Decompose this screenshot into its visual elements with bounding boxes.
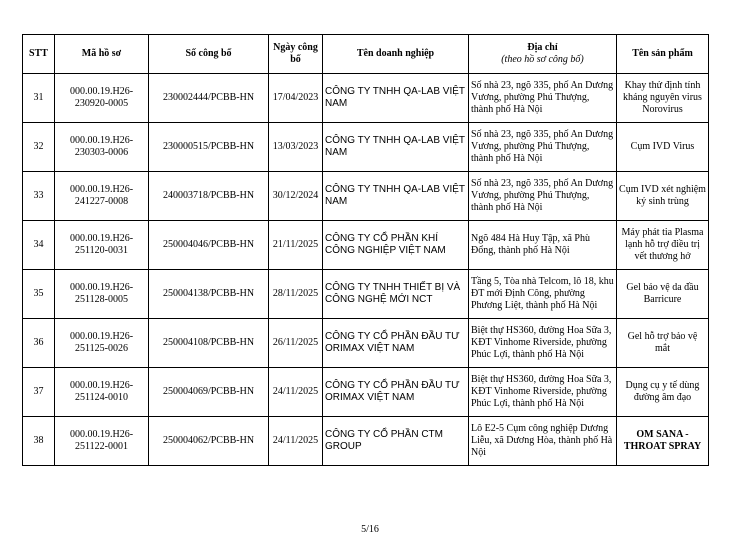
cell-so-cong-bo: 240003718/PCBB-HN <box>149 172 269 221</box>
cell-doanh-nghiep: CÔNG TY CỔ PHẦN KHÍ CÔNG NGHIỆP VIỆT NAM <box>323 221 469 270</box>
cell-stt: 38 <box>23 417 55 466</box>
cell-ma-ho-so: 000.00.19.H26-251125-0026 <box>55 319 149 368</box>
cell-ngay: 24/11/2025 <box>269 417 323 466</box>
cell-so-cong-bo: 250004069/PCBB-HN <box>149 368 269 417</box>
cell-san-pham: Cụm IVD xét nghiệm ký sinh trùng <box>617 172 709 221</box>
cell-so-cong-bo: 230002444/PCBB-HN <box>149 74 269 123</box>
cell-san-pham: Máy phát tia Plasma lạnh hỗ trợ điều trị vết thương hở <box>617 221 709 270</box>
cell-ma-ho-so: 000.00.19.H26-251124-0010 <box>55 368 149 417</box>
header-dia-chi-note: (theo hồ sơ công bố) <box>501 54 584 65</box>
table-header-row <box>23 35 709 74</box>
cell-so-cong-bo: 250004046/PCBB-HN <box>149 221 269 270</box>
cell-san-pham: Gel bảo vệ da đầu Barricure <box>617 270 709 319</box>
cell-so-cong-bo: 250004062/PCBB-HN <box>149 417 269 466</box>
page-number: 5/16 <box>361 524 379 535</box>
cell-dia-chi: Biệt thự HS360, đường Hoa Sữa 3, KĐT Vinhome Riverside, phường Phúc Lợi, thành phố Hà Nội <box>469 319 617 368</box>
cell-so-cong-bo: 230000515/PCBB-HN <box>149 123 269 172</box>
header-ten-san-pham: Tên sản phẩm <box>617 35 709 74</box>
cell-ngay: 21/11/2025 <box>269 221 323 270</box>
cell-stt: 32 <box>23 123 55 172</box>
cell-dia-chi: Tầng 5, Tòa nhà Telcom, lô 18, khu ĐT mới Định Công, phường Phương Liệt, thành phố Hà Nội <box>469 270 617 319</box>
header-stt: STT <box>23 35 55 74</box>
cell-so-cong-bo: 250004138/PCBB-HN <box>149 270 269 319</box>
cell-doanh-nghiep: CÔNG TY CỔ PHẦN ĐẦU TƯ ORIMAX VIỆT NAM <box>323 319 469 368</box>
cell-san-pham: Dụng cụ y tế dùng đường âm đạo <box>617 368 709 417</box>
cell-ngay: 26/11/2025 <box>269 319 323 368</box>
table-row <box>23 123 709 172</box>
cell-dia-chi: Số nhà 23, ngõ 335, phố An Dương Vương, phường Phú Thượng, thành phố Hà Nội <box>469 74 617 123</box>
cell-stt: 34 <box>23 221 55 270</box>
cell-doanh-nghiep: CÔNG TY TNHH QA-LAB VIỆT NAM <box>323 74 469 123</box>
cell-stt: 31 <box>23 74 55 123</box>
cell-doanh-nghiep: CÔNG TY CỔ PHẦN ĐẦU TƯ ORIMAX VIỆT NAM <box>323 368 469 417</box>
cell-dia-chi: Số nhà 23, ngõ 335, phố An Dương Vương, phường Phú Thượng, thành phố Hà Nội <box>469 172 617 221</box>
table-row <box>23 417 709 466</box>
table-row <box>23 221 709 270</box>
cell-ngay: 13/03/2023 <box>269 123 323 172</box>
cell-stt: 37 <box>23 368 55 417</box>
cell-san-pham: Gel hỗ trợ bảo vệ mắt <box>617 319 709 368</box>
cell-san-pham: Khay thử định tính kháng nguyên virus Norovirus <box>617 74 709 123</box>
cell-dia-chi: Số nhà 23, ngõ 335, phố An Dương Vương, phường Phú Thượng, thành phố Hà Nội <box>469 123 617 172</box>
header-dia-chi-label: Địa chỉ <box>527 42 558 53</box>
cell-san-pham: OM SANA - THROAT SPRAY <box>617 417 709 466</box>
cell-dia-chi: Ngõ 484 Hà Huy Tập, xã Phù Đổng, thành phố Hà Nội <box>469 221 617 270</box>
cell-ngay: 28/11/2025 <box>269 270 323 319</box>
cell-doanh-nghiep: CÔNG TY TNHH QA-LAB VIỆT NAM <box>323 172 469 221</box>
table-row <box>23 319 709 368</box>
header-dia-chi <box>469 35 617 74</box>
cell-doanh-nghiep: CÔNG TY TNHH QA-LAB VIỆT NAM <box>323 123 469 172</box>
table-row <box>23 368 709 417</box>
cell-ngay: 30/12/2024 <box>269 172 323 221</box>
cell-ma-ho-so: 000.00.19.H26-251122-0001 <box>55 417 149 466</box>
cell-stt: 35 <box>23 270 55 319</box>
header-ma-ho-so: Mã hồ sơ <box>55 35 149 74</box>
cell-doanh-nghiep: CÔNG TY TNHH THIẾT BỊ VÀ CÔNG NGHỆ MỚI NCT <box>323 270 469 319</box>
cell-ma-ho-so: 000.00.19.H26-251120-0031 <box>55 221 149 270</box>
cell-ma-ho-so: 000.00.19.H26-241227-0008 <box>55 172 149 221</box>
cell-stt: 36 <box>23 319 55 368</box>
cell-san-pham: Cụm IVD Virus <box>617 123 709 172</box>
cell-ma-ho-so: 000.00.19.H26-230303-0006 <box>55 123 149 172</box>
header-so-cong-bo: Số công bố <box>149 35 269 74</box>
records-table <box>22 34 709 466</box>
cell-stt: 33 <box>23 172 55 221</box>
table-row <box>23 74 709 123</box>
cell-ma-ho-so: 000.00.19.H26-230920-0005 <box>55 74 149 123</box>
cell-dia-chi: Biệt thự HS360, đường Hoa Sữa 3, KĐT Vinhome Riverside, phường Phúc Lợi, thành phố Hà Nội <box>469 368 617 417</box>
header-ten-doanh-nghiep: Tên doanh nghiệp <box>323 35 469 74</box>
cell-ma-ho-so: 000.00.19.H26-251128-0005 <box>55 270 149 319</box>
header-ngay-cong-bo: Ngày công bố <box>269 35 323 74</box>
cell-so-cong-bo: 250004108/PCBB-HN <box>149 319 269 368</box>
table-row <box>23 172 709 221</box>
cell-ngay: 24/11/2025 <box>269 368 323 417</box>
table-row <box>23 270 709 319</box>
cell-dia-chi: Lô E2-5 Cụm công nghiệp Dương Liễu, xã Dương Hòa, thành phố Hà Nội <box>469 417 617 466</box>
cell-ngay: 17/04/2023 <box>269 74 323 123</box>
cell-doanh-nghiep: CÔNG TY CỔ PHẦN CTM GROUP <box>323 417 469 466</box>
